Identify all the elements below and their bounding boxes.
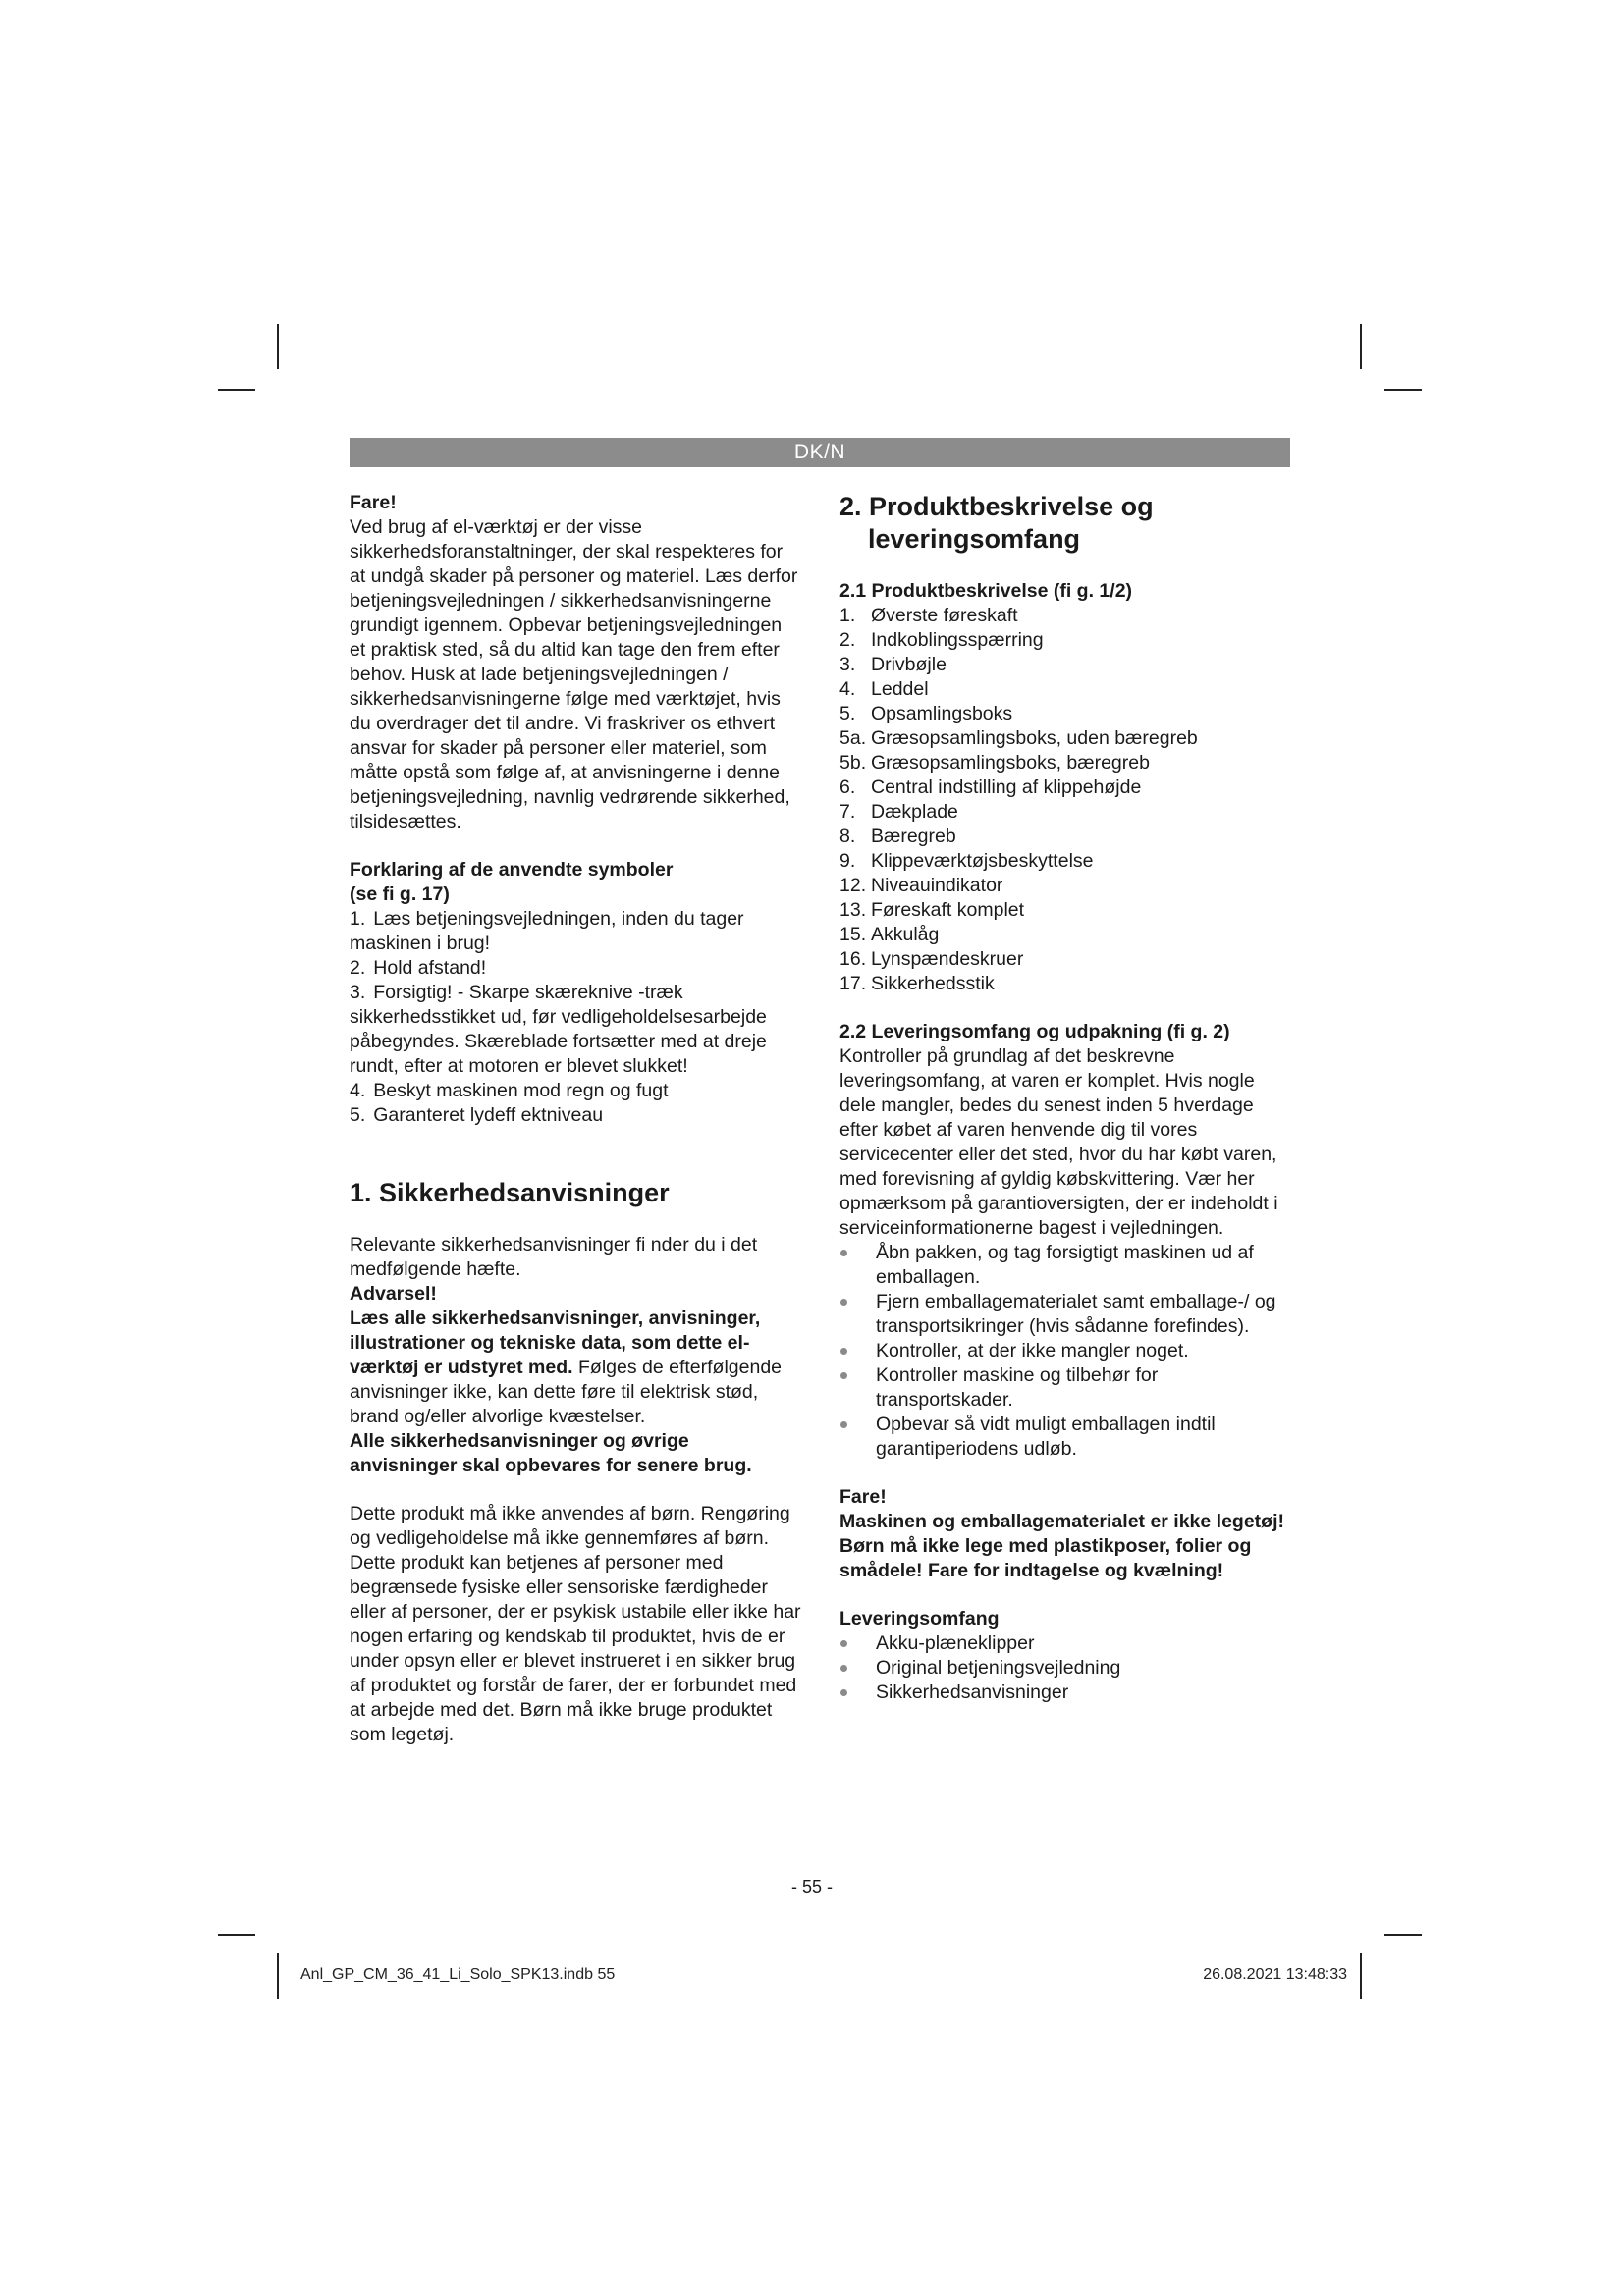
list-item: 7. Dækplade	[839, 801, 958, 823]
list-item: 5. Garanteret lydeff ektniveau	[350, 1104, 604, 1126]
list-item: 8. Bæregreb	[839, 826, 956, 847]
advarsel-normal: Følges de efterfølgende anvisninger ikke, kan dette føre til elektrisk stød, brand og/eller alvorlige kvæstelser.	[350, 1357, 783, 1427]
crop-mark	[1360, 324, 1362, 369]
crop-mark	[1384, 1934, 1422, 1936]
list-item: 13. Føreskaft komplet	[839, 899, 1025, 921]
list-item: 5a. Græsopsamlingsboks, uden bæregreb	[839, 727, 1198, 749]
list-item: 2. Hold afstand!	[350, 957, 487, 979]
list-item: 1. Læs betjeningsvejledningen, inden du tager maskinen i brug!	[350, 908, 744, 954]
footer-datetime: 26.08.2021 13:48:33	[1203, 1966, 1347, 1983]
list-item: Fjern emballagematerialet samt emballage-/ og transportsikringer (hvis sådanne forefindes).	[839, 1290, 1291, 1339]
left-column	[350, 491, 801, 1747]
list-item: 4. Beskyt maskinen mod regn og fugt	[350, 1080, 669, 1101]
bullet-icon	[840, 1372, 847, 1379]
crop-mark	[277, 1953, 279, 1999]
list-item: 2. Indkoblingsspærring	[839, 629, 1044, 651]
symbols-list	[350, 907, 801, 1128]
advarsel-paragraph	[350, 1307, 801, 1429]
list-item: 6. Central indstilling af klippehøjde	[839, 776, 1142, 798]
language-banner: DK/N	[350, 438, 1290, 467]
list-item: 12. Niveauindikator	[839, 875, 1003, 896]
list-item: Kontroller maskine og tilbehør for transportskader.	[839, 1363, 1291, 1413]
list-item: Sikkerhedsanvisninger	[839, 1681, 1291, 1705]
delivery-list	[839, 1631, 1291, 1705]
advarsel-title: Advarsel!	[350, 1283, 437, 1305]
advarsel-keep: Alle sikkerhedsanvisninger og øvrige anvisninger skal opbevares for senere brug.	[350, 1430, 752, 1476]
right-column	[839, 491, 1291, 1705]
children-paragraph: Dette produkt må ikke anvendes af børn. Rengøring og vedligeholdelse må ikke gennemføres af børn. Dette produkt kan betjenes af personer med begrænsede fysiske eller sensoriske færdigheder eller af personer, der er psykisk ustabile eller ikke har nogen erfaring og kendskab til produktet, hvis de er under opsyn eller er blevet instrueret i en sikker brug af produktet og forstår de farer, der er forbundet med at arbejde med det. Børn må ikke bruge produktet som legetøj.	[350, 1503, 801, 1745]
list-item: Kontroller, at der ikke mangler noget.	[839, 1339, 1291, 1363]
bullet-icon	[840, 1299, 847, 1306]
bullet-icon	[840, 1640, 847, 1647]
crop-mark	[218, 389, 255, 391]
list-item: 5. Opsamlingsboks	[839, 703, 1013, 724]
list-item: 5b. Græsopsamlingsboks, bæregreb	[839, 752, 1150, 774]
unpack-list	[839, 1241, 1291, 1462]
list-item: 9. Klippeværktøjsbeskyttelse	[839, 850, 1094, 872]
fare2-title: Fare!	[839, 1486, 887, 1508]
section1-heading: 1. Sikkerhedsanvisninger	[350, 1178, 670, 1207]
section2-heading: 2. Produktbeskrivelse og leveringsomfang	[839, 492, 1154, 554]
list-item: 15. Akkulåg	[839, 924, 940, 945]
list-item: 4. Leddel	[839, 678, 929, 700]
bullet-icon	[840, 1421, 847, 1428]
crop-mark	[1360, 1953, 1362, 1999]
advarsel-bold: Læs alle sikkerhedsanvisninger, anvisninger, illustrationer og tekniske data, som dette el-værktøj er udstyret med.	[350, 1308, 761, 1378]
list-item: Original betjeningsvejledning	[839, 1656, 1291, 1681]
bullet-icon	[840, 1689, 847, 1696]
list-item: Akku-plæneklipper	[839, 1631, 1291, 1656]
page-number: - 55 -	[790, 1877, 833, 1896]
list-item: 3. Drivbøjle	[839, 654, 947, 675]
footer-filename: Anl_GP_CM_36_41_Li_Solo_SPK13.indb 55	[300, 1966, 616, 1983]
section1-intro: Relevante sikkerhedsanvisninger fi nder du i det medfølgende hæfte.	[350, 1234, 758, 1280]
bullet-icon	[840, 1665, 847, 1672]
symbols-title: Forklaring af de anvendte symboler	[350, 859, 674, 881]
crop-mark	[1384, 389, 1422, 391]
fare2-paragraph: Maskinen og emballagematerialet er ikke legetøj! Børn må ikke lege med plastikposer, folier og smådele! Fare for indtagelse og kvælning!	[839, 1511, 1285, 1581]
list-item: Opbevar så vidt muligt emballagen indtil garantiperiodens udløb.	[839, 1413, 1291, 1462]
delivery-paragraph: Kontroller på grundlag af det beskrevne leveringsomfang, at varen er komplet. Hvis nogle dele mangler, bedes du senest inden 5 hverdage efter købet af varen henvende dig til vores servicecenter eller det sted, hvor du har købt varen, med forevisning af gyldig købskvittering. Vær her opmærksom på garantioversigten, der er indeholdt i serviceinformationerne bagest i vejledningen.	[839, 1045, 1278, 1239]
crop-mark	[218, 1934, 255, 1936]
bullet-icon	[840, 1348, 847, 1355]
symbols-title-ref: (se fi g. 17)	[350, 883, 450, 905]
list-item: 16. Lynspændeskruer	[839, 948, 1024, 970]
crop-mark	[277, 324, 279, 369]
fare-paragraph: Ved brug af el-værktøj er der visse sikkerhedsforanstaltninger, der skal respekteres for at undgå skader på personer og materiel. Læs derfor betjeningsvejledningen / sikkerhedsanvisningerne grundigt igennem. Opbevar betjeningsvejledningen et praktisk sted, så du altid kan tage den frem efter behov. Husk at lade betjeningsvejledningen / sikkerhedsanvisningerne følge med værktøjet, hvis du overdrager det til andre. Vi fraskriver os ethvert ansvar for skader på personer eller materiel, som måtte opstå som følge af, at anvisningerne i denne betjeningsvejledning, navnlig vedrørende sikkerhed, tilsidesættes.	[350, 516, 798, 832]
list-item: 17. Sikkerhedsstik	[839, 973, 995, 994]
product-description-heading: 2.1 Produktbeskrivelse (fi g. 1/2)	[839, 580, 1133, 602]
bullet-icon	[840, 1250, 847, 1256]
list-item: 3. Forsigtig! - Skarpe skæreknive -træk sikkerhedsstikket ud, før vedligeholdelsesarbejde påbegyndes. Skæreblade fortsætter med at dreje rundt, efter at motoren er blevet slukket!	[350, 982, 767, 1077]
fare-title: Fare!	[350, 492, 397, 513]
delivery-scope-heading: Leveringsomfang	[839, 1608, 1000, 1629]
list-item: Åbn pakken, og tag forsigtigt maskinen ud af emballagen.	[839, 1241, 1291, 1290]
delivery-unpacking-heading: 2.2 Leveringsomfang og udpakning (fi g. 2)	[839, 1021, 1230, 1042]
list-item: 1. Øverste føreskaft	[839, 605, 1018, 626]
parts-list	[839, 604, 1291, 996]
